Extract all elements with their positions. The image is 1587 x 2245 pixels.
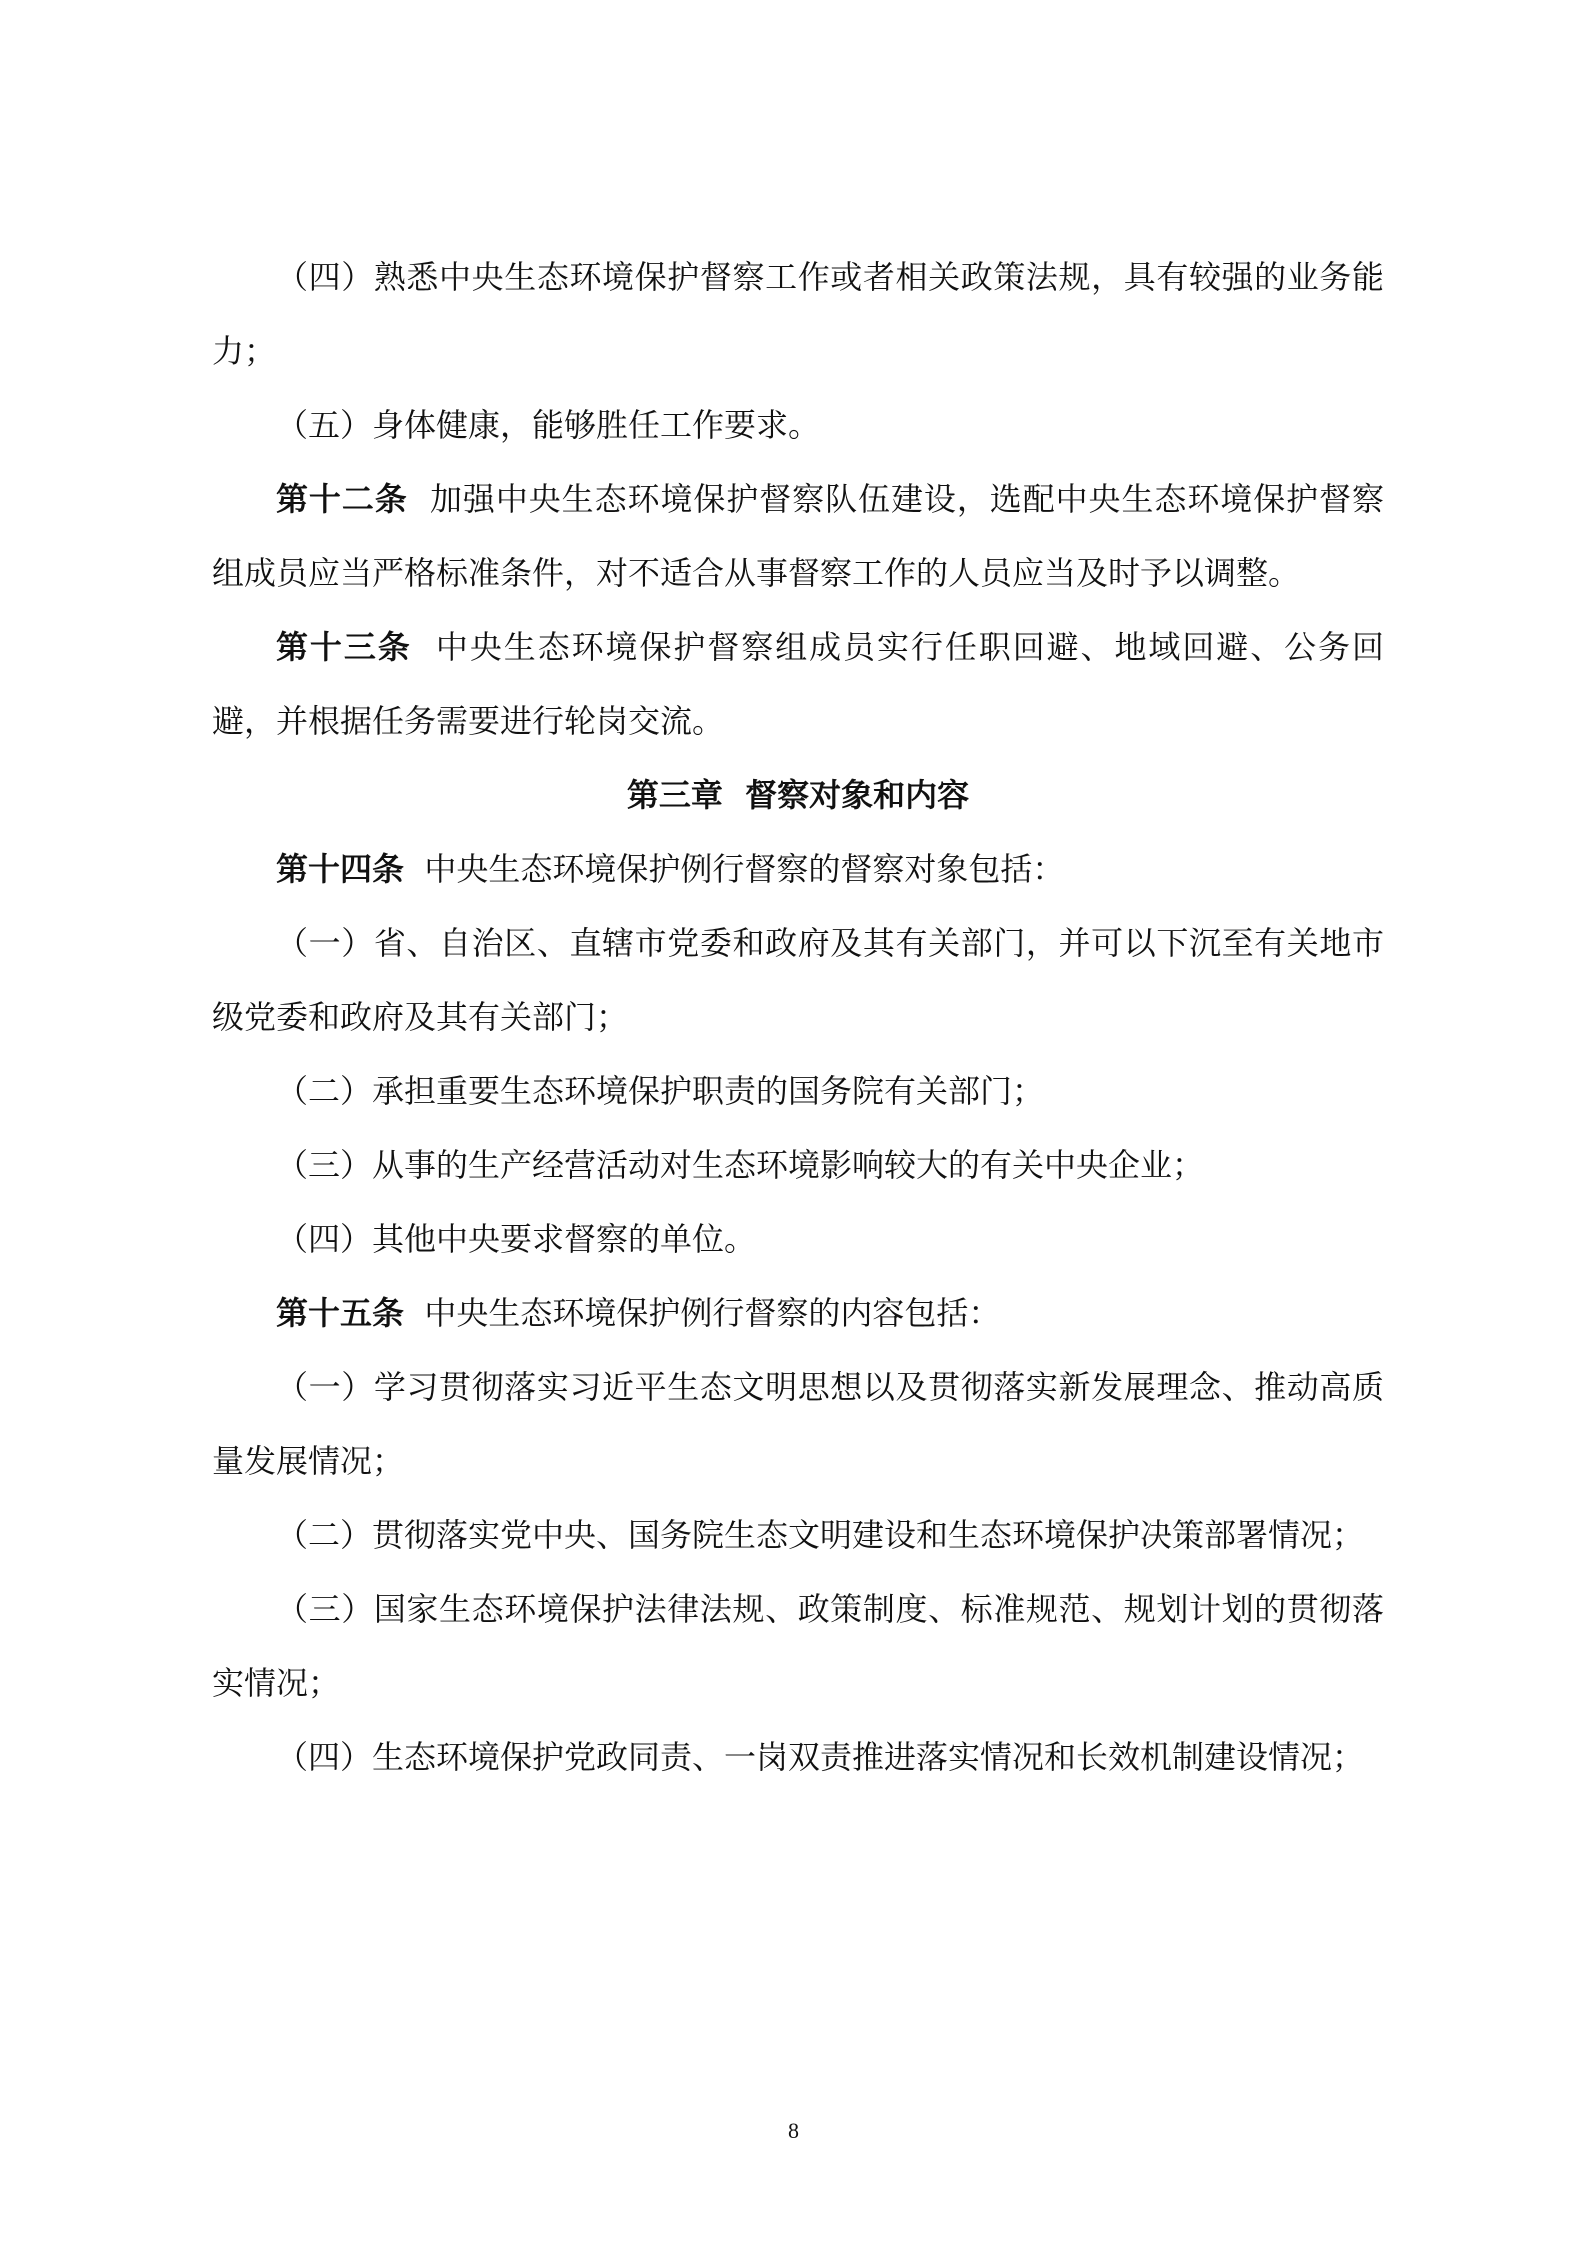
item-paragraph: （四）其他中央要求督察的单位。	[276, 1220, 757, 1258]
article-label: 第十五条	[276, 1294, 405, 1332]
item-paragraph: （五）身体健康，能够胜任工作要求。	[276, 406, 821, 444]
item-paragraph: （四）熟悉中央生态环境保护督察工作或者相关政策法规，具有较强的业务能力；	[212, 258, 1384, 370]
article-label: 第十三条	[276, 628, 412, 666]
item-paragraph: （一）省、自治区、直辖市党委和政府及其有关部门，并可以下沉至有关地市级党委和政府及其有关部门；	[212, 924, 1384, 1036]
page-number: 8	[788, 2118, 799, 2143]
article-paragraph: 第十二条 加强中央生态环境保护督察队伍建设，选配中央生态环境保护督察组成员应当严格标准条件，对不适合从事督察工作的人员应当及时予以调整。	[212, 480, 1384, 592]
item-paragraph: （一）学习贯彻落实习近平生态文明思想以及贯彻落实新发展理念、推动高质量发展情况；	[212, 1368, 1384, 1480]
item-paragraph: （二）贯彻落实党中央、国务院生态文明建设和生态环境保护决策部署情况；	[276, 1516, 1365, 1554]
chapter-heading: 第三章 督察对象和内容	[626, 776, 970, 814]
article-label: 第十四条	[276, 850, 405, 888]
article-paragraph: 第十三条 中央生态环境保护督察组成员实行任职回避、地域回避、公务回避，并根据任务需要进行轮岗交流。	[212, 628, 1384, 740]
article-paragraph: 第十五条 中央生态环境保护例行督察的内容包括：	[276, 1294, 1001, 1332]
item-paragraph: （二）承担重要生态环境保护职责的国务院有关部门；	[276, 1072, 1045, 1110]
item-paragraph: （三）国家生态环境保护法律法规、政策制度、标准规范、规划计划的贯彻落实情况；	[212, 1590, 1384, 1702]
item-paragraph: （四）生态环境保护党政同责、一岗双责推进落实情况和长效机制建设情况；	[276, 1738, 1365, 1776]
document-body	[212, 240, 1384, 1794]
item-paragraph: （三）从事的生产经营活动对生态环境影响较大的有关中央企业；	[276, 1146, 1205, 1184]
article-label: 第十二条	[276, 480, 408, 518]
article-paragraph: 第十四条 中央生态环境保护例行督察的督察对象包括：	[276, 850, 1065, 888]
